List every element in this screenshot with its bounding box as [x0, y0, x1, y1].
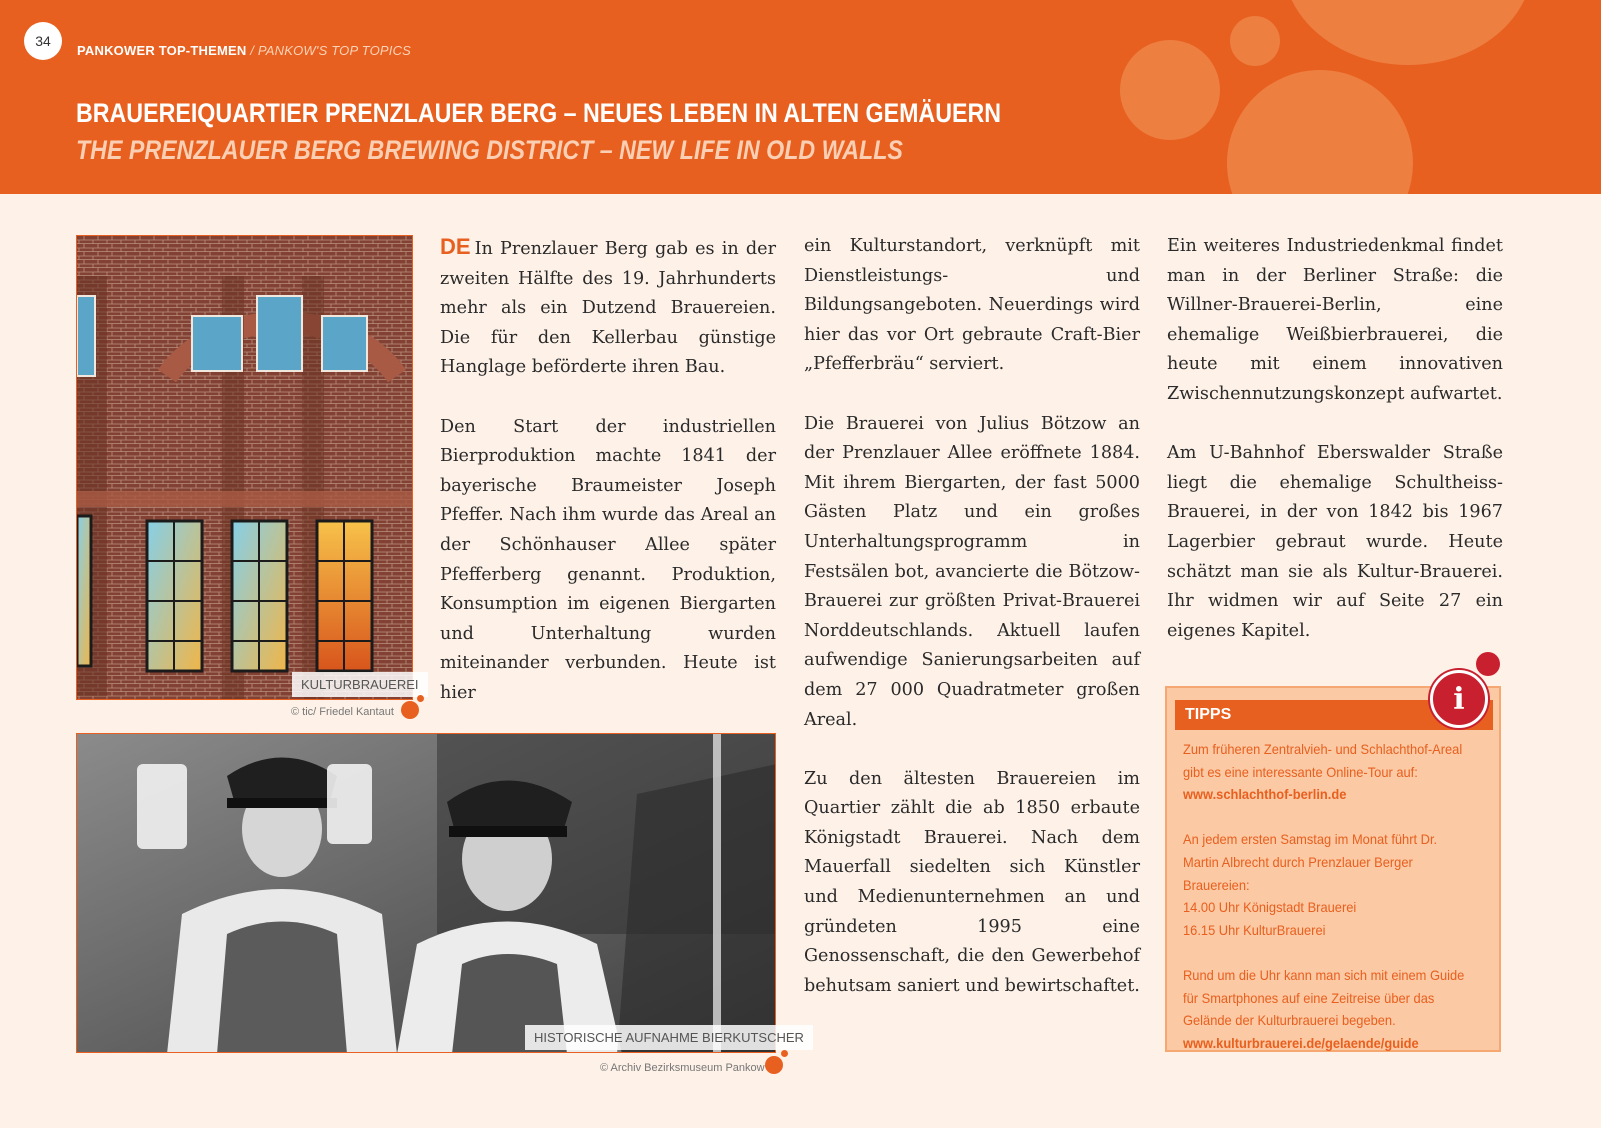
decor-dot: [401, 701, 419, 719]
decor-dot: [1476, 652, 1500, 676]
info-icon: i: [1430, 670, 1488, 728]
page-title: BRAUEREIQUARTIER PRENZLAUER BERG – NEUES LEBEN IN ALTEN GEMÄUERN: [76, 98, 1001, 128]
section-label-de: PANKOWER TOP-THEMEN: [77, 43, 247, 58]
historic-photo-caption: HISTORISCHE AUFNAHME BIERKUTSCHER: [525, 1025, 813, 1050]
article-paragraph: Am U-Bahnhof Eberswalder Straße liegt die ehemalige Schultheiss-Brauerei, in der von 1842 bis 1967 Lagerbier gebraut wurde. Heute schätzt man sie als Kultur-Brauerei. Ihr widmen wir auf Seite 27 ein eigenes Kapitel.: [1167, 443, 1503, 641]
brewery-photo-caption: KULTURBRAUEREI: [292, 672, 428, 697]
article-paragraph: Den Start der industriellen Bierproduktion machte 1841 der bayerische Braumeister Joseph Pfeffer. Nach ihm wurde das Areal an der Schönhauser Allee später Pfefferberg genannt. Produktion, Konsumption im eigenen Biergarten und Unterhaltung wurden miteinander verbunden. Heute ist hier: [440, 416, 776, 703]
language-marker: DE: [440, 234, 471, 259]
decor-dot: [765, 1056, 783, 1074]
tipps-item: [1183, 828, 1466, 941]
decor-bubble: [1283, 0, 1533, 65]
decor-dot: [417, 695, 424, 702]
paragraph-text: In Prenzlauer Berg gab es in der zweiten Hälfte des 19. Jahrhunderts mehr als ein Dutzend Brauereien. Die für den Kellerbau günstige Hanglage beförderte ihren Bau.: [440, 239, 776, 378]
decor-dot: [781, 1050, 788, 1057]
tipps-item: [1183, 964, 1466, 1054]
brewery-photo-credit: © tic/ Friedel Kantaut: [291, 706, 394, 718]
article-paragraph: Die Brauerei von Julius Bötzow an der Prenzlauer Allee eröffnete 1884. Mit ihrem Biergarten, der fast 5000 Gästen Platz und ein großes Unterhaltungsprogramm in Festsälen bot, avancierte die Bötzow-Brauerei zur größten Privat-Brauerei Norddeutschlands. Aktuell laufen aufwendige Sanierungsarbeiten auf dem 27 000 Quadratmeter großen Areal.: [804, 413, 1140, 730]
tipps-heading: TIPPS: [1175, 700, 1493, 730]
tipps-item-text: Zum früheren Zentralvieh- und Schlachthof-Areal gibt es eine interessante Online-Tour auf:: [1183, 741, 1463, 780]
article-column-2: [804, 232, 1140, 1031]
tipps-box: [1165, 686, 1501, 1052]
article-column-3: [1167, 232, 1503, 676]
tipps-content: [1183, 738, 1466, 1077]
schlachthof-link[interactable]: www.schlachthof-berlin.de: [1183, 786, 1347, 803]
kulturbrauerei-guide-link[interactable]: www.kulturbrauerei.de/gelaende/guide: [1183, 1034, 1419, 1051]
section-label: [77, 43, 411, 58]
brewery-photo: [76, 235, 413, 700]
page-subtitle: THE PRENZLAUER BERG BREWING DISTRICT – NEW LIFE IN OLD WALLS: [76, 135, 903, 165]
tour-time-1: 14.00 Uhr Königstadt Brauerei: [1183, 899, 1357, 916]
page-header: [0, 0, 1601, 194]
tipps-item-text: Rund um die Uhr kann man sich mit einem Guide für Smartphones auf eine Zeitreise über das Gelände der Kulturbrauerei begeben.: [1183, 966, 1465, 1029]
article-paragraph: [440, 232, 776, 383]
decor-bubble: [1227, 70, 1413, 194]
decor-bubble: [1230, 16, 1280, 66]
section-label-en: / PANKOW'S TOP TOPICS: [250, 43, 412, 58]
tipps-item: [1183, 738, 1466, 806]
article-paragraph: ein Kulturstandort, verknüpft mit Dienstleistungs- und Bildungsangeboten. Neuerdings wird hier das vor Ort gebraute Craft-Bier „Pfefferbräu“ serviert.: [804, 236, 1140, 375]
tipps-item-text: An jedem ersten Samstag im Monat führt Dr. Martin Albrecht durch Prenzlauer Berger Brauereien:: [1183, 831, 1438, 893]
article-paragraph: Zu den ältesten Brauereien im Quartier zählt die ab 1850 erbaute Königstadt Brauerei. Nach dem Mauerfall siedelten sich Künstler und Medienunternehmen an und gründeten 1995 eine Genossenschaft, die den Gewerbehof behutsam saniert und bewirtschaftet.: [804, 768, 1140, 996]
decor-bubble: [1120, 40, 1220, 140]
article-paragraph: Ein weiteres Industriedenkmal findet man in der Berliner Straße: die Willner-Brauerei-Berlin, eine ehemalige Weißbierbrauerei, die heute mit einem innovativen Zwischennutzungskonzept aufwartet.: [1167, 236, 1503, 404]
historic-photo-credit: © Archiv Bezirksmuseum Pankow: [600, 1062, 765, 1074]
page-number: 34: [24, 22, 62, 60]
tour-time-2: 16.15 Uhr KulturBrauerei: [1183, 921, 1326, 938]
article-column-1: [440, 232, 776, 738]
historic-photo: [76, 733, 776, 1053]
